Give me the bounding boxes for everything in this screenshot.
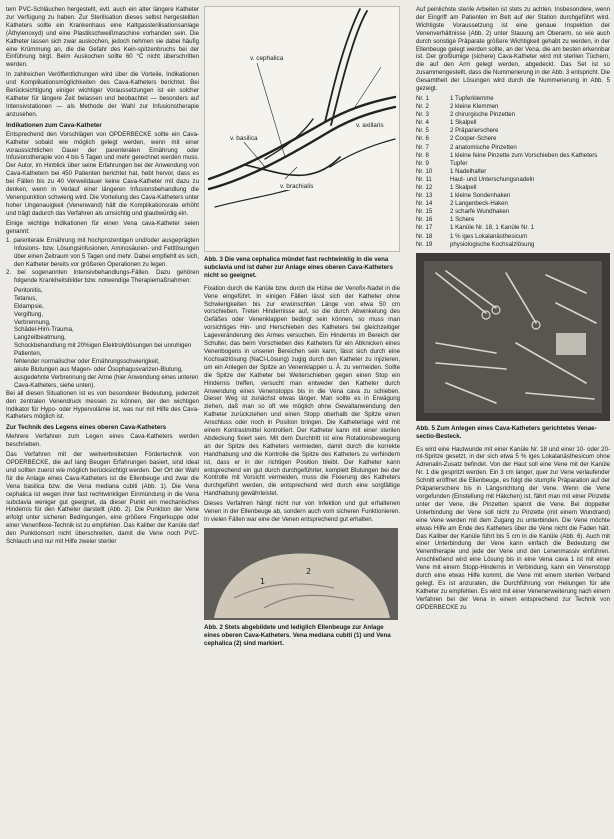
list-item: Eklampsie, <box>14 302 44 310</box>
list-item: Nr. 14 2 Langenbeck-Haken <box>416 200 508 208</box>
list-item: Tetanus, <box>14 294 38 302</box>
list-item: 2. bei sogenannten Intensivbehandlungs-Fällen. Dazu gehören folgende Krankheitsbilder bzw. notwendige Therapiemaßnahmen: <box>6 269 199 284</box>
list-item: Nr. 18 1 % iges Lokalanästhesicum <box>416 232 528 240</box>
paragraph: Entsprechend den Vorschlägen von OPDERBECKE sollte ein Cava-Katheter sobald wie möglich gelegt werden, wenn mit einer voraussichtlichen Dauer der parenteralen Ernährung oder Infusionstherapie von 4 bis 5 Tagen und mehr gerechnet werden muss. Der Autor, im Hinblick über seine Erfahrungen bei der Anwendung von Cava-Kathetern bei 450 Patienten berichtet hat, hebt hervor, dass es bei Fällen bis zu 40 Verweildauer keine Cava-Katheter mit dazu zu denken, wenn in Verlauf einer längeren Infusionsbehandlung die Venenpunktion schwierig wird. Die Vorteilung des Cava-Katheters unter hoher Ungenauigkeit (Venenwand) hält die Komplikationsrate erhöht und trägt dadurch das Verfahren als umsichtig und glaubwürdig ein. <box>6 130 199 217</box>
list-item: Schockbehandlung mit 20%igen Elektrolytlösungen bei unruhigen Patienten, <box>14 342 192 358</box>
list-item: Nr. 10 1 Nadelhalter <box>416 167 487 175</box>
svg-text:2: 2 <box>306 566 312 576</box>
list-item: Nr. 7 2 anatomische Pinzetten <box>416 143 517 151</box>
list-item: Peritonitis, <box>14 286 43 294</box>
list-item: Langzeitbeatmung, <box>14 334 66 342</box>
paragraph: Fixation durch die Kanüle bzw. durch die Hülse der Venofix-Nadel in die Vene eingeführt. In einigen Fällen lässt sich der Katheter ohne Schwierigkeiten bis zur erwünschten Länge von etwa 50 cm vorschieben. Treten Hindernisse auf, so die durch Abwinkelung des Gefäßes oder Venenklappen bedingt sein können, so muss man vorsichtiges Hin- und Herschieben des Katheters bei gleichzeitiger Lageveränderung des Armes versuchen. Ein Hindernis im Bereich der Schulter, das beim Vorschieben des Katheters für ein Abknicken eines Venenbogens in unseren Bereichen sein kann, lässt sich durch eine Kochsalzlösung (NaCl-Lösung) zugig durch den Katheter zu injizieren, um ein Anlegen der Spitze an Venenklappen u. Ä. zu vermeiden. Sollte die Spitze der Katheter bei Weiterschieben gegen einen Stop ein Hindernis treffen, versucht man entweder den Katheter durch Anwendung eines Venenstopps bis in die Vena cava zu schieben. Dieser Weg ist zunächst etwas länger. Man sollte es in Erwägung ziehen, daß man so oft wie möglich ohne Gewaltanwendung den Katheter zurückziehen und einen Stopp oberhalb der Spitze einen Anschluss oder noch in Position bringen. Die Katheterlage wird mit einem Kontrastmittel kontrolliert. Der Katheter kann mit einer sterilen Abdeckung fixiert sein. Mit dem Durchtritt ist eine Rotationsbewegung an der Spitze des Katheters vermieden, damit durch die korrekte Handhabung und die Kontrolle die Spitze des Katheters zu verhindern ist, dass er in der richtigen Position bleibt. Der Katheter kann entsprechend ein gut durch durchgeführter, komplett Blutungen bei der Kontrolle mit Vorsicht vermeiden, muss die Fixierung des Katheters durchgeführt werden, die entsprechend wird durch eine sorgfältige Handhabung gewährleistet. <box>204 284 400 498</box>
label-basilica: v. basilica <box>230 135 258 142</box>
list-item: Schädel-Hirn-Trauma, <box>14 326 74 334</box>
list-item: 1. parenterale Ernährung mit hochprozentigen und/oder ausgeprägten Infusions- bzw. Lösungsinfusionen, Aminosäuren- und Fettlösungen über einen Zeitraum von 5 Tagen und mehr. Dabei empfiehlt es sich, den Katheter bereits vor größeren Operationen zu legen. <box>6 237 199 269</box>
list-item: akute Blutungen aus Magen- oder Ösophagusvarizen-Blutung, <box>14 365 183 373</box>
indication-list <box>6 237 199 284</box>
list-item: Verbrennung, <box>14 318 51 326</box>
instrument-set-photo <box>416 253 610 421</box>
label-brachialis: v. brachialis <box>280 183 314 190</box>
list-item: Nr. 3 2 chirurgische Pinzetten <box>416 111 516 119</box>
list-item: Nr. 15 2 scharfe Wundhaken <box>416 208 510 216</box>
list-item: Nr. 11 Haut- und Unterschungsnadeln <box>416 175 535 183</box>
list-item: Nr. 12 1 Skalpell <box>416 184 477 191</box>
list-item: fehlender normalischer oder Ernährungsschwierigkeit, <box>14 358 160 366</box>
figure-caption: Abb. 2 Stets abgebildete und lediglich Ellenbeuge zur Anlage eines oberen Cava-Katheters. Vena mediana cubiti (1) und Vena cephalica (2) sind markiert. <box>204 623 391 647</box>
paragraph: Mehrere Verfahren zum Legen eines Cava-Katheters werden beschrieben. <box>6 433 199 449</box>
list-item: ausgedehnte Verbrennung der Arme (hier Anwendung eines unteren Cava-Katheters, siehe unten). <box>14 373 199 389</box>
figure-caption: Abb. 5 Zum Anlegen eines Cava-Katheters gerichtetes Venae-sectio-Besteck. <box>416 424 597 440</box>
figure-caption: Abb. 3 Die vena cephalica mündet fast rechtwinklig in die vena subclavia und ist daher zur Anlage eines oberen Cava-Katheters nicht so geeignet. <box>204 256 393 279</box>
list-item: Nr. 4 1 Skalpell <box>416 119 477 127</box>
paragraph: Es wird eine Hautwunde mit einer Kanüle Nr. 18 und einer 10- oder 20-ml-Spritze gesetzt, in der sich etwa 5 % iges Lokalanästhesicum ohne Adrenalin-Zusatz befindet. Von der Haut soll eine Vene mit der Kanüle Nr. 1 die gespritzt werden. Ein 3 cm langer, quer zur Vene verlaufender Schnitt eröffnet die Ellenbeuge, es folgt die stumpfe Präparation auf der Präparierschere bis in Längsrichtung der Vene. Wenn die Vene vorgefunden (Einstellung mit Häkchen) ist, fährt man mit einer Pinzette unter der Vene, die Pinzetten spannt die Vene. Bei doppelter Unterbindung der Vene soll nicht zu Pinzette (mit einem Wundrand) eine Vene werden mit dem Zugang zu unterbinden. Die Vene möchte etwas Hilfe am Ende des Katheters über die Vene nicht die Faden hält. Das Kaliber der Kanüle führt bis 5 cm in die Kanüle (Abb. 6). Auch mit einer Unterbindung der Vene kann einfach die Bedeutung der Venentherapie und jede der Vene und den Lenenmassiv einführen. Anschließend wird eine Lösung bis in eine Vena cava 1 ist mit einer Vene mit einem Stopp-Hindernis in Verbindung, kann ein Venenstopp durch eine etwas Hilfe kommt, die Vene mit einem sterilen Verband gelegt. Es ist anzuraten, die Durchführung von Heilungen für alle Katheter zu empfehlen. Es wird mit einer Venenerweiterung nach einem Verfahren bei der Vena in einem entsprechend zur Technik von OPDERBECKE zu <box>416 445 610 611</box>
section-heading: Indikationen zum Cava-Katheter <box>6 121 102 129</box>
column-right <box>416 6 610 614</box>
list-item: Nr. 17 1 Kanüle Nr. 18, 1 Kanüle Nr. 1 <box>416 224 535 232</box>
instrument-list <box>416 95 610 249</box>
paragraph: tem PVC-Schläuchen hergestellt, evtl. auch ein alter längere Katheter zur Verfügung zu haben. Zur Sterilisation dieses selbst hergestellten Katheters sollte ein Krankenhaus eine Kaltgassterilisationsanlage (Äthylenoxyd) und eine Plastikschweißmaschine vorhanden sein. Die Katheter lassen sich zwar auskochen, jedoch nehmen sie dabei häufig eine Krümmung an, die die Gefahr des Kein-spitzenbruchs bei der Einführung birgt. Beim Auskochen sollte 60 °C nicht überschritten werden. <box>6 6 199 69</box>
label-cephalica: v. cephalica <box>250 55 284 62</box>
list-item: Vergiftung, <box>14 310 44 318</box>
paragraph: In zahlreichen Veröffentlichungen wird über die Vorteile, Indikationen und Komplikationsmöglichkeiten des Cava-Katheters berichtet. Bei Berücksichtigung einiger wichtiger Voraussetzungen ist ein solcher Katheter für längere Zeit belassen und beobachtet — besonders auf Intensivstationen — als Methode der Wahl zur Infusionstherapie anzusehen. <box>6 71 199 118</box>
column-left <box>6 6 199 548</box>
label-axillaris: v. axillaris <box>356 122 384 129</box>
list-item: Nr. 9 Tupfer <box>416 159 468 167</box>
list-item: Nr. 13 1 kleine Sondenhaken <box>416 192 511 200</box>
condition-list <box>6 287 199 390</box>
svg-text:1: 1 <box>260 576 266 586</box>
list-item: Nr. 1 1 Tupferklemme <box>416 94 494 102</box>
paragraph: Bei all diesen Situationen ist es von besonderer Bedeutung, jederzeit den zentralen Venendruck messen zu können, der den wichtigen Indikator für Hypo- oder Hypervolämie ist, was nur mit Hilfe des Cava-Katheters möglich ist. <box>6 389 199 421</box>
column-middle <box>204 6 400 653</box>
arm-photo-image <box>204 528 398 620</box>
vein-diagram-figure <box>204 6 400 252</box>
arm-veins-drawing <box>205 7 399 251</box>
paragraph: Auf peinlichste sterile Arbeiten ist stets zu achten. Insbesondere, wenn der Eingriff am Patienten im Bett auf der Station durchgeführt wird. Wichtigste Voraussetzung ist eine genaue Inspektion der Venenverhältnisse (Abb. 2) unter Stauung am Oberarm, so wie auch durch sonstige Präparate größere Wichtigkeit gehabt zu werden, in der Ellenbeuge gelegt werden sollte, an der Vena, die am besten erkennbar ist. Der großlumige (sichere) Cava-Katheter wird mit sterilen Tüchern, die auf den Arm gelegt werden, abgedeckt. Das Set ist so zusammengestellt, dass die Nummerierung in der Abb. 3 entspricht. Die Gesamtheit der Lösungen wird durch die Nummerierung in Abb. 5 gezeigt. <box>416 6 610 93</box>
arm-photo <box>204 528 398 620</box>
section-heading: Zur Technik des Legens eines oberen Cava-Katheters <box>6 424 167 432</box>
paragraph: Einige wichtige Indikationen für einen Vena cava-Katheter seien genannt: <box>6 219 199 235</box>
list-item: Nr. 16 1 Schere <box>416 216 475 224</box>
list-item: Nr. 2 2 kleine Klemmen <box>416 103 499 111</box>
list-item: Nr. 19 physiologische Kochsalzlösung <box>416 240 535 248</box>
list-item: Nr. 5 2 Präparierschere <box>416 127 499 135</box>
list-item: Nr. 6 2 Cooper-Schere <box>416 135 497 143</box>
paragraph: Dieses Verfahren hängt nicht nur von Infektion und gut erhaltenen Venen in der Ellenbeuge ab, sondern auch vom sicheren Funktionieren. In vielen Fällen war eine der Venen entsprechend gut erhalten. <box>204 500 400 523</box>
paragraph: Das Verfahren mit der weitverbreitetsten Fördertechnik von OPDERBECKE, die auf lang Beugen Erfahrungen basiert, sind ideal und sollten zuerst wie möglich berücksichtigt werden. Der Ort der Wahl für die Anlage eines Cava-Katheters ist die Ellenbeuge und zwar die Vena basilica bzw. die Vena mediana cubiti (Abb. 1). Die Vena cephalica ist wegen ihrer fast rechtwinkligen Einmündung in die Vena subclavia weniger gut geeignet, da dieser Punkt ein mechanisches Hindernis für den Katheter darstellt (Abb. 2). Die Punktion der Vene erfolgt unter sicheren Bedingungen, eine größere Fingerkuppe oder einer Venenflexe-Technik ist zu empfehlen. Das Kaliber der Kanüle darf den Punktionsort nicht überschreiten, damit die Vene noch PVC-Schlauch und nur mit Hilfe zweier steriler <box>6 451 199 546</box>
instrument-set-image <box>416 253 610 421</box>
list-item: Nr. 8 1 kleine feine Pinzette zum Vorschieben des Katheters <box>416 151 598 159</box>
